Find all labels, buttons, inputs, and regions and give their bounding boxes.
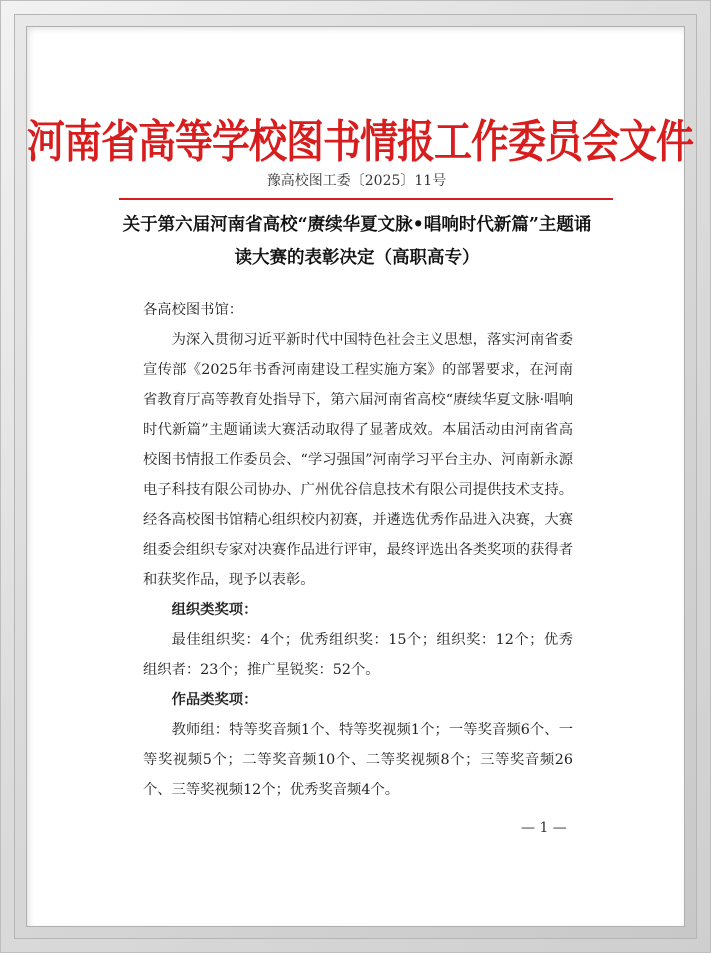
org-awards-heading: 组织类奖项：	[171, 602, 258, 618]
document-number: 豫高校图工委〔2025〕11号	[266, 173, 447, 189]
red-divider	[119, 198, 613, 200]
document-body	[143, 295, 573, 805]
document-header-title: 河南省高等学校图书情报工作委员会文件	[27, 114, 694, 168]
salutation: 各高校图书馆：	[143, 302, 244, 318]
intro-paragraph: 为深入贯彻习近平新时代中国特色社会主义思想，落实河南省委宣传部《2025年书香河南建设工程实施方案》的部署要求，在河南省教育厅高等教育处指导下，第六届河南省高校“赓续华夏文脉·唱响时代新篇”主题诵读大赛活动取得了显著成效。本届活动由河南省高校图书情报工作委员会、“学习强国”河南学习平台主办、河南新永源电子科技有限公司协办、广州优谷信息技术有限公司提供技术支持。经各高校图书馆精心组织校内初赛，并遴选优秀作品进入决赛，大赛组委会组织专家对决赛作品进行评审，最终评选出各类奖项的获得者和获奖作品，现予以表彰。	[143, 332, 573, 588]
document-title: 关于第六届河南省高校“赓续华夏文脉•唱响时代新篇”主题诵读大赛的表彰决定（高职高专）	[122, 215, 592, 268]
work-awards-paragraph: 教师组：特等奖音频1个、特等奖视频1个；一等奖音频6个、一等奖视频5个；二等奖音频10个、二等奖视频8个；三等奖音频26个、三等奖视频12个；优秀奖音频4个。	[143, 722, 573, 798]
org-awards-paragraph: 最佳组织奖：4个；优秀组织奖：15个；组织奖：12个；优秀组织者：23个；推广星锐奖：52个。	[143, 632, 573, 678]
page-number: — 1 —	[521, 820, 567, 836]
work-awards-heading: 作品类奖项：	[171, 692, 258, 708]
document-page	[26, 26, 694, 927]
